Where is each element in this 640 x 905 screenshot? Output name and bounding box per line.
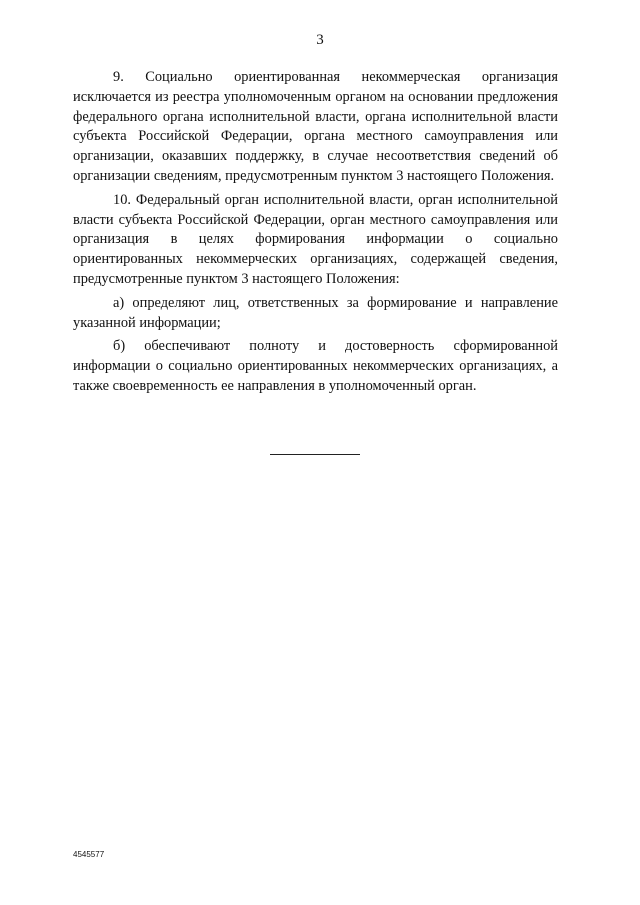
page-number: 3 <box>316 32 324 48</box>
subparagraph-a: а) определяют лиц, ответственных за формирование и направление указанной информации; <box>73 294 558 331</box>
document-body <box>73 68 558 397</box>
end-divider <box>270 454 360 455</box>
paragraph-9: 9. Социально ориентированная некоммерческая организация исключается из реестра уполномоченным органом на основании предложения федерального органа исполнительной власти, органа исполнительной власти субъекта Российской Федерации, органа местного самоуправления или организации, оказавших поддержку, в случае несоответствия сведений об организации сведениям, предусмотренным пунктом 3 настоящего Положения. <box>73 69 558 184</box>
paragraph-10: 10. Федеральный орган исполнительной власти, орган исполнительной власти субъекта Российской Федерации, орган местного самоуправления или организация в целях формирования информации о социально ориентированных некоммерческих организациях, содержащей сведения, предусмотренные пунктом 3 настоящего Положения: <box>73 191 558 287</box>
document-code: 4545577 <box>73 850 105 859</box>
subparagraph-b: б) обеспечивают полноту и достоверность сформированной информации о социально ориентированных некоммерческих организациях, а также своевременность ее направления в уполномоченный орган. <box>73 338 558 394</box>
